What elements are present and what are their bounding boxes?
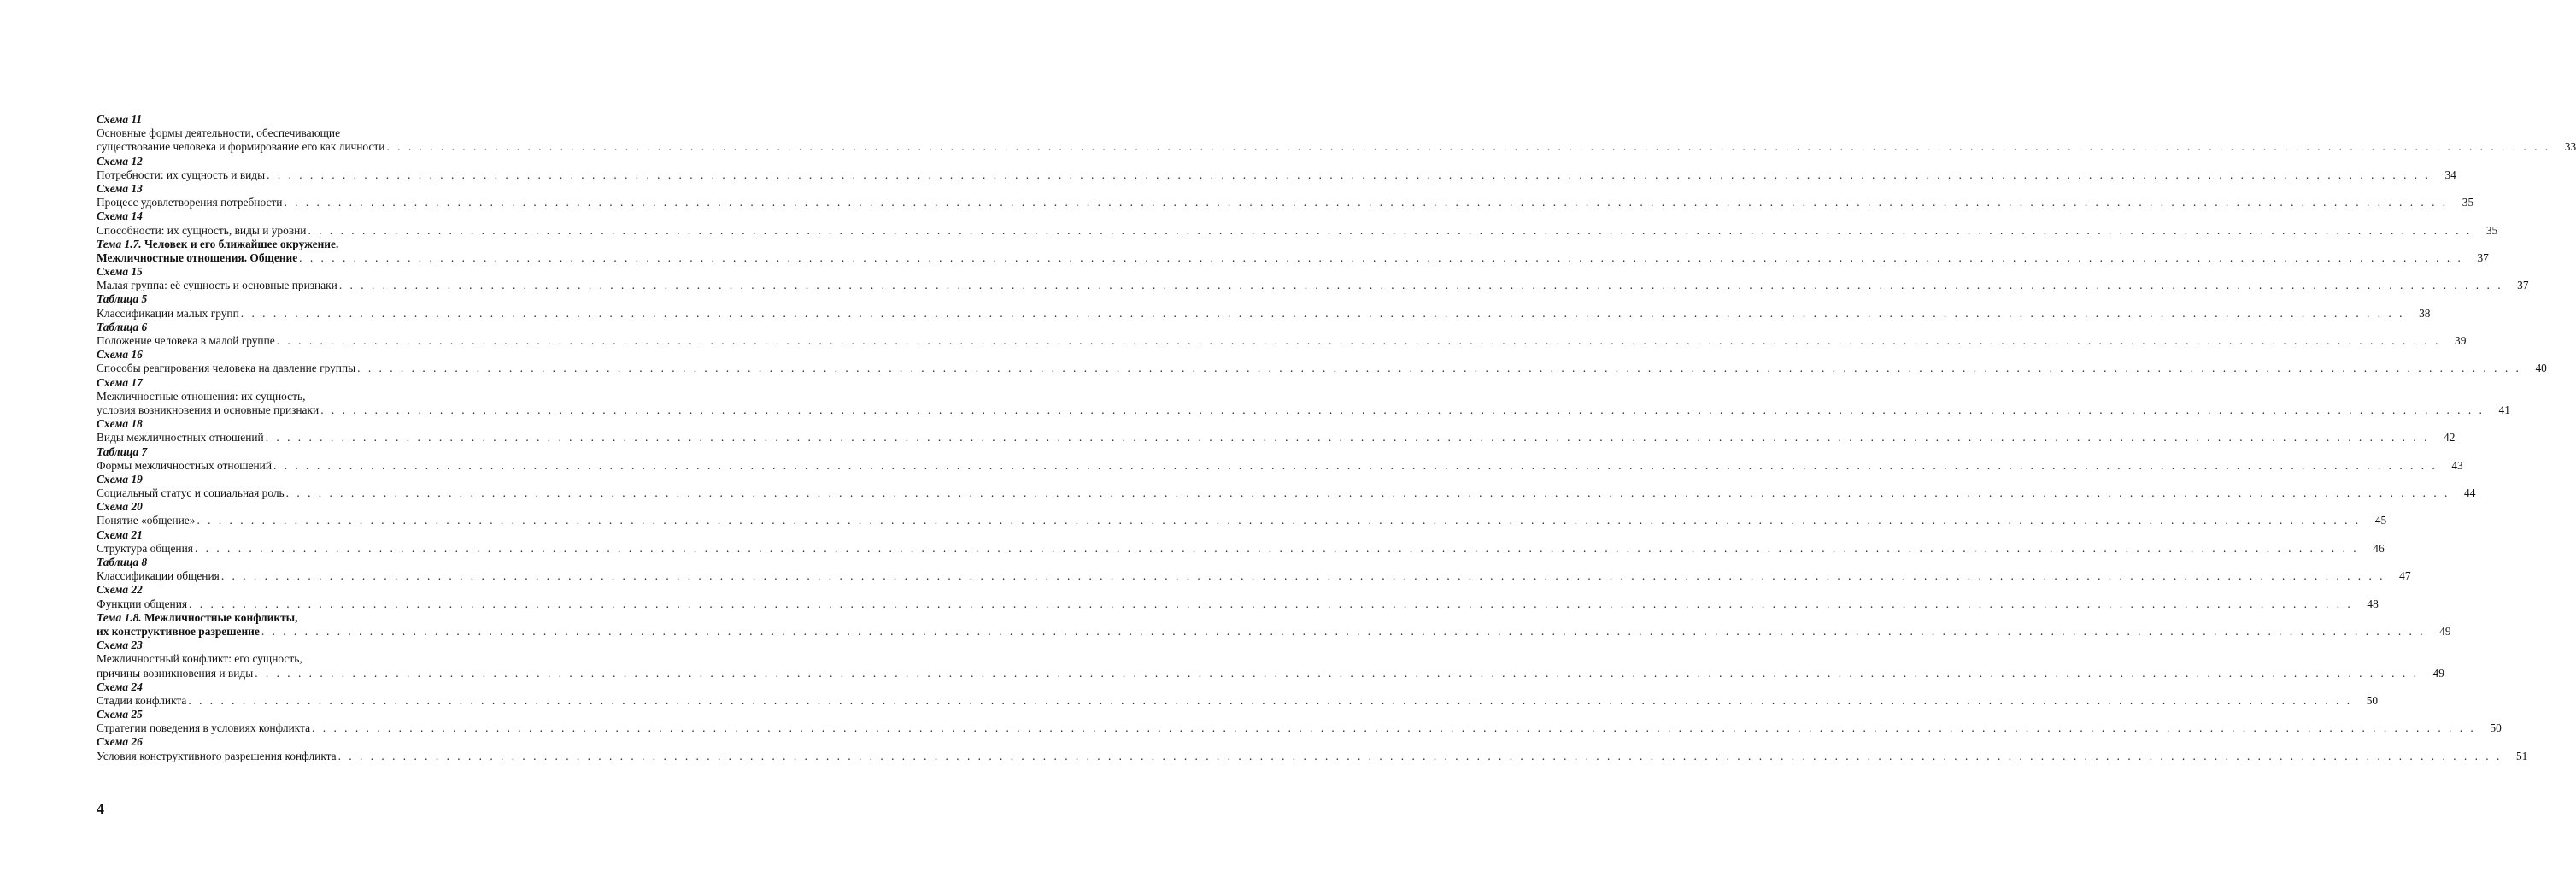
toc-entry[interactable]: [97, 666, 2444, 680]
toc-theme-heading: [97, 238, 500, 251]
toc-caption: [97, 265, 500, 279]
toc-entry[interactable]: [97, 693, 2379, 708]
entry-title: Структура общения: [97, 541, 193, 555]
dot-leader: . . . . . . . . . . . . . . . . . . . . . . . . . . . . . . . . . . . . . . . . . . . . . . . . . . . . . . . . . . . . . . . . . . . . . . . . . . . . . . . . . . . . . . . . . . . . . . . . . . . . . . . . . . . . . . . . . . . . . . . . . . . . . . . . . . . . . . . . . . . . . . . . . . . . . . . . . . . . . . . . . . . . . . . . . . . . . . . . . . . . . . . . . . . . . . . . . . . . . . . .: [220, 569, 2385, 583]
toc-caption: [97, 321, 500, 334]
entry-title: Способы реагирования человека на давление группы: [97, 362, 356, 375]
toc-entry[interactable]: [97, 279, 2529, 292]
dot-leader: . . . . . . . . . . . . . . . . . . . . . . . . . . . . . . . . . . . . . . . . . . . . . . . . . . . . . . . . . . . . . . . . . . . . . . . . . . . . . . . . . . . . . . . . . . . . . . . . . . . . . . . . . . . . . . . . . . . . . . . . . . . . . . . . . . . . . . . . . . . . . . . . . . . . . . . . . . . . . . . . . . . . . . . . . . . . . . . . . . . . . . . . . . . . . . . . . . . . . . . .: [357, 362, 2521, 375]
entry-title: причины возникновения и виды: [97, 666, 254, 680]
entry-title: Стадии конфликта: [97, 693, 187, 707]
caption-label: Схема 20: [97, 500, 143, 514]
toc-entry[interactable]: [97, 306, 2431, 321]
toc-caption: [97, 735, 500, 749]
entry-title: существование человека и формирование его как личности: [97, 140, 385, 154]
caption-label: Схема 21: [97, 527, 143, 541]
dot-leader: . . . . . . . . . . . . . . . . . . . . . . . . . . . . . . . . . . . . . . . . . . . . . . . . . . . . . . . . . . . . . . . . . . . . . . . . . . . . . . . . . . . . . . . . . . . . . . . . . . . . . . . . . . . . . . . . . . . . . . . . . . . . . . . . . . . . . . . . . . . . . . . . . . . . . . . . . . . . . . . . . . . . . . . . . . . . . . . . . . . . . . . . . . . . . . . . . . . . . . . .: [386, 140, 2551, 154]
caption-label: Схема 19: [97, 472, 143, 486]
caption-label: Схема 25: [97, 708, 143, 721]
toc-caption: [97, 708, 500, 721]
entry-title: Понятие «общение»: [97, 514, 196, 527]
dot-leader: . . . . . . . . . . . . . . . . . . . . . . . . . . . . . . . . . . . . . . . . . . . . . . . . . . . . . . . . . . . . . . . . . . . . . . . . . . . . . . . . . . . . . . . . . . . . . . . . . . . . . . . . . . . . . . . . . . . . . . . . . . . . . . . . . . . . . . . . . . . . . . . . . . . . . . . . . . . . . . . . . . . . . . . . . . . . . . . . . . . . . . . . . . . . . . . . . . . . . . . .: [255, 666, 2419, 680]
toc-entry[interactable]: [97, 514, 2387, 527]
dot-leader: . . . . . . . . . . . . . . . . . . . . . . . . . . . . . . . . . . . . . . . . . . . . . . . . . . . . . . . . . . . . . . . . . . . . . . . . . . . . . . . . . . . . . . . . . . . . . . . . . . . . . . . . . . . . . . . . . . . . . . . . . . . . . . . . . . . . . . . . . . . . . . . . . . . . . . . . . . . . . . . . . . . . . . . . . . . . . . . . . . . . . . . . . . . . . . . . . . . . . . . .: [337, 749, 2503, 762]
entry-title: Классификации общения: [97, 569, 220, 583]
caption-label: Схема 24: [97, 680, 143, 693]
toc-caption: [97, 473, 500, 486]
entry-page: 41: [2498, 403, 2510, 416]
entry-title: Потребности: их сущность и виды: [97, 168, 266, 181]
entry-page: 50: [2366, 693, 2379, 707]
toc-entry[interactable]: [97, 597, 2379, 611]
caption-label: Схема 18: [97, 417, 143, 431]
entry-page: 50: [2490, 721, 2502, 735]
toc-entry[interactable]: [97, 458, 2463, 473]
toc-entry[interactable]: [97, 541, 2385, 556]
toc-caption: [97, 155, 500, 168]
dot-leader: . . . . . . . . . . . . . . . . . . . . . . . . . . . . . . . . . . . . . . . . . . . . . . . . . . . . . . . . . . . . . . . . . . . . . . . . . . . . . . . . . . . . . . . . . . . . . . . . . . . . . . . . . . . . . . . . . . . . . . . . . . . . . . . . . . . . . . . . . . . . . . . . . . . . . . . . . . . . . . . . . . . . . . . . . . . . . . . . . . . . . . . . . . . . . . . . . . . . . . . .: [308, 223, 2473, 237]
table-of-contents: [97, 113, 2576, 763]
entry-page: 46: [2373, 541, 2385, 555]
page-number: 4: [97, 800, 104, 817]
caption-label: Таблица 8: [97, 556, 148, 568]
entry-page: 35: [2485, 223, 2498, 237]
entry-title: Основные формы деятельности, обеспечивающие: [97, 127, 341, 140]
toc-entry[interactable]: [97, 431, 2456, 444]
dot-leader: . . . . . . . . . . . . . . . . . . . . . . . . . . . . . . . . . . . . . . . . . . . . . . . . . . . . . . . . . . . . . . . . . . . . . . . . . . . . . . . . . . . . . . . . . . . . . . . . . . . . . . . . . . . . . . . . . . . . . . . . . . . . . . . . . . . . . . . . . . . . . . . . . . . . . . . . . . . . . . . . . . . . . . . . . . . . . . . . . . . . . . . . . . . . . . . . . . . . . . . .: [197, 514, 2362, 527]
dot-leader: . . . . . . . . . . . . . . . . . . . . . . . . . . . . . . . . . . . . . . . . . . . . . . . . . . . . . . . . . . . . . . . . . . . . . . . . . . . . . . . . . . . . . . . . . . . . . . . . . . . . . . . . . . . . . . . . . . . . . . . . . . . . . . . . . . . . . . . . . . . . . . . . . . . . . . . . . . . . . . . . . . . . . . . . . . . . . . . . . . . . . . . . . . . . . . . . . . . . . . . .: [299, 250, 2463, 264]
caption-label: Схема 22: [97, 583, 143, 597]
toc-entry[interactable]: [97, 721, 2502, 735]
dot-leader: . . . . . . . . . . . . . . . . . . . . . . . . . . . . . . . . . . . . . . . . . . . . . . . . . . . . . . . . . . . . . . . . . . . . . . . . . . . . . . . . . . . . . . . . . . . . . . . . . . . . . . . . . . . . . . . . . . . . . . . . . . . . . . . . . . . . . . . . . . . . . . . . . . . . . . . . . . . . . . . . . . . . . . . . . . . . . . . . . . . . . . . . . . . . . . . . . . . . . . . .: [320, 403, 2485, 416]
toc-entry[interactable]: [97, 403, 2510, 417]
toc-entry[interactable]: [97, 250, 2489, 265]
toc-entry[interactable]: [97, 362, 2547, 375]
toc-theme-heading: [97, 611, 500, 625]
entry-page: 37: [2477, 250, 2489, 264]
toc-caption: [97, 376, 500, 390]
entry-title: Формы межличностных отношений: [97, 458, 273, 472]
caption-label: Схема 13: [97, 181, 143, 195]
entry-title: их конструктивное разрешение: [97, 624, 260, 638]
entry-page: 39: [2455, 334, 2467, 347]
entry-page: 37: [2517, 279, 2529, 292]
entry-page: 42: [2444, 431, 2456, 444]
entry-page: 47: [2399, 569, 2411, 583]
toc-line: [97, 652, 500, 666]
entry-title: Виды межличностных отношений: [97, 431, 264, 444]
theme-title: Человек и его ближайшее окружение.: [144, 237, 339, 250]
toc-caption: [97, 348, 500, 362]
toc-caption: [97, 182, 500, 196]
theme-label: Тема 1.8.: [97, 610, 142, 624]
entry-page: 33: [2564, 140, 2576, 154]
toc-entry[interactable]: [97, 486, 2476, 500]
caption-label: Таблица 6: [97, 320, 148, 333]
dot-leader: . . . . . . . . . . . . . . . . . . . . . . . . . . . . . . . . . . . . . . . . . . . . . . . . . . . . . . . . . . . . . . . . . . . . . . . . . . . . . . . . . . . . . . . . . . . . . . . . . . . . . . . . . . . . . . . . . . . . . . . . . . . . . . . . . . . . . . . . . . . . . . . . . . . . . . . . . . . . . . . . . . . . . . . . . . . . . . . . . . . . . . . . . . . . . . . . . . . . . . . .: [273, 458, 2438, 472]
entry-page: 34: [2444, 168, 2456, 181]
dot-leader: . . . . . . . . . . . . . . . . . . . . . . . . . . . . . . . . . . . . . . . . . . . . . . . . . . . . . . . . . . . . . . . . . . . . . . . . . . . . . . . . . . . . . . . . . . . . . . . . . . . . . . . . . . . . . . . . . . . . . . . . . . . . . . . . . . . . . . . . . . . . . . . . . . . . . . . . . . . . . . . . . . . . . . . . . . . . . . . . . . . . . . . . . . . . . . . . . . . . . . . .: [312, 721, 2476, 735]
entry-title: Классификации малых групп: [97, 306, 239, 320]
toc-entry[interactable]: [97, 196, 2474, 209]
caption-label: Таблица 5: [97, 292, 148, 306]
toc-entry[interactable]: [97, 749, 2528, 763]
toc-caption: [97, 556, 500, 569]
caption-label: Схема 12: [97, 154, 143, 168]
dot-leader: . . . . . . . . . . . . . . . . . . . . . . . . . . . . . . . . . . . . . . . . . . . . . . . . . . . . . . . . . . . . . . . . . . . . . . . . . . . . . . . . . . . . . . . . . . . . . . . . . . . . . . . . . . . . . . . . . . . . . . . . . . . . . . . . . . . . . . . . . . . . . . . . . . . . . . . . . . . . . . . . . . . . . . . . . . . . . . . . . . . . . . . . . . . . . . . . . . . . . . . .: [240, 306, 2405, 320]
entry-page: 40: [2535, 362, 2547, 375]
toc-caption: [97, 639, 500, 652]
entry-page: 49: [2439, 624, 2451, 638]
entry-page: 45: [2374, 514, 2387, 527]
caption-label: Схема 23: [97, 639, 143, 652]
entry-title: Положение человека в малой группе: [97, 334, 275, 347]
toc-entry[interactable]: [97, 140, 2576, 154]
dot-leader: . . . . . . . . . . . . . . . . . . . . . . . . . . . . . . . . . . . . . . . . . . . . . . . . . . . . . . . . . . . . . . . . . . . . . . . . . . . . . . . . . . . . . . . . . . . . . . . . . . . . . . . . . . . . . . . . . . . . . . . . . . . . . . . . . . . . . . . . . . . . . . . . . . . . . . . . . . . . . . . . . . . . . . . . . . . . . . . . . . . . . . . . . . . . . . . . . . . . . . . .: [284, 196, 2449, 209]
caption-label: Схема 14: [97, 209, 143, 223]
theme-label: Тема 1.7.: [97, 237, 142, 250]
toc-entry[interactable]: [97, 223, 2498, 238]
entry-title: условия возникновения и основные признаки: [97, 403, 320, 416]
dot-leader: . . . . . . . . . . . . . . . . . . . . . . . . . . . . . . . . . . . . . . . . . . . . . . . . . . . . . . . . . . . . . . . . . . . . . . . . . . . . . . . . . . . . . . . . . . . . . . . . . . . . . . . . . . . . . . . . . . . . . . . . . . . . . . . . . . . . . . . . . . . . . . . . . . . . . . . . . . . . . . . . . . . . . . . . . . . . . . . . . . . . . . . . . . . . . . . . . . . . . . . .: [267, 168, 2431, 181]
toc-caption: [97, 680, 500, 694]
dot-leader: . . . . . . . . . . . . . . . . . . . . . . . . . . . . . . . . . . . . . . . . . . . . . . . . . . . . . . . . . . . . . . . . . . . . . . . . . . . . . . . . . . . . . . . . . . . . . . . . . . . . . . . . . . . . . . . . . . . . . . . . . . . . . . . . . . . . . . . . . . . . . . . . . . . . . . . . . . . . . . . . . . . . . . . . . . . . . . . . . . . . . . . . . . . . . . . . . . . . . . . .: [276, 334, 2441, 347]
toc-caption: [97, 113, 500, 127]
entry-title: Процесс удовлетворения потребности: [97, 196, 283, 209]
dot-leader: . . . . . . . . . . . . . . . . . . . . . . . . . . . . . . . . . . . . . . . . . . . . . . . . . . . . . . . . . . . . . . . . . . . . . . . . . . . . . . . . . . . . . . . . . . . . . . . . . . . . . . . . . . . . . . . . . . . . . . . . . . . . . . . . . . . . . . . . . . . . . . . . . . . . . . . . . . . . . . . . . . . . . . . . . . . . . . . . . . . . . . . . . . . . . . . . . . . . . . . .: [194, 541, 2359, 555]
dot-leader: . . . . . . . . . . . . . . . . . . . . . . . . . . . . . . . . . . . . . . . . . . . . . . . . . . . . . . . . . . . . . . . . . . . . . . . . . . . . . . . . . . . . . . . . . . . . . . . . . . . . . . . . . . . . . . . . . . . . . . . . . . . . . . . . . . . . . . . . . . . . . . . . . . . . . . . . . . . . . . . . . . . . . . . . . . . . . . . . . . . . . . . . . . . . . . . . . . . . . . . .: [189, 597, 2353, 610]
toc-caption: [97, 292, 500, 306]
toc-caption: [97, 417, 500, 431]
entry-page: 43: [2451, 458, 2463, 472]
entry-title: Условия конструктивного разрешения конфликта: [97, 749, 337, 762]
dot-leader: . . . . . . . . . . . . . . . . . . . . . . . . . . . . . . . . . . . . . . . . . . . . . . . . . . . . . . . . . . . . . . . . . . . . . . . . . . . . . . . . . . . . . . . . . . . . . . . . . . . . . . . . . . . . . . . . . . . . . . . . . . . . . . . . . . . . . . . . . . . . . . . . . . . . . . . . . . . . . . . . . . . . . . . . . . . . . . . . . . . . . . . . . . . . . . . . . . . . . . . .: [338, 279, 2503, 292]
entry-title: Межличностные отношения: их сущность,: [97, 389, 306, 403]
toc-caption: [97, 583, 500, 597]
dot-leader: . . . . . . . . . . . . . . . . . . . . . . . . . . . . . . . . . . . . . . . . . . . . . . . . . . . . . . . . . . . . . . . . . . . . . . . . . . . . . . . . . . . . . . . . . . . . . . . . . . . . . . . . . . . . . . . . . . . . . . . . . . . . . . . . . . . . . . . . . . . . . . . . . . . . . . . . . . . . . . . . . . . . . . . . . . . . . . . . . . . . . . . . . . . . . . . . . . . . . . . .: [265, 431, 2430, 444]
entry-title: Функции общения: [97, 597, 188, 610]
entry-page: 51: [2515, 749, 2528, 762]
toc-entry[interactable]: [97, 624, 2451, 639]
toc-caption: [97, 209, 500, 223]
entry-title: Стратегии поведения в условиях конфликта: [97, 721, 311, 735]
caption-label: Схема 26: [97, 735, 143, 749]
toc-line: [97, 127, 500, 140]
entry-title: Межличностный конфликт: его сущность,: [97, 652, 302, 666]
entry-page: 49: [2432, 666, 2444, 680]
entry-page: 44: [2464, 486, 2476, 500]
entry-page: 38: [2419, 306, 2431, 320]
caption-label: Схема 16: [97, 348, 143, 362]
toc-caption: [97, 500, 500, 514]
caption-label: Схема 11: [97, 113, 143, 126]
dot-leader: . . . . . . . . . . . . . . . . . . . . . . . . . . . . . . . . . . . . . . . . . . . . . . . . . . . . . . . . . . . . . . . . . . . . . . . . . . . . . . . . . . . . . . . . . . . . . . . . . . . . . . . . . . . . . . . . . . . . . . . . . . . . . . . . . . . . . . . . . . . . . . . . . . . . . . . . . . . . . . . . . . . . . . . . . . . . . . . . . . . . . . . . . . . . . . . . . . . . . . . .: [285, 486, 2450, 500]
theme-title: Межличностные конфликты,: [144, 610, 298, 624]
dot-leader: . . . . . . . . . . . . . . . . . . . . . . . . . . . . . . . . . . . . . . . . . . . . . . . . . . . . . . . . . . . . . . . . . . . . . . . . . . . . . . . . . . . . . . . . . . . . . . . . . . . . . . . . . . . . . . . . . . . . . . . . . . . . . . . . . . . . . . . . . . . . . . . . . . . . . . . . . . . . . . . . . . . . . . . . . . . . . . . . . . . . . . . . . . . . . . . . . . . . . . . .: [188, 693, 2353, 707]
toc-caption: [97, 528, 500, 542]
toc-entry[interactable]: [97, 334, 2467, 348]
caption-label: Схема 15: [97, 265, 143, 279]
toc-caption: [97, 445, 500, 459]
caption-label: Таблица 7: [97, 444, 148, 458]
entry-title: Социальный статус и социальная роль: [97, 486, 285, 500]
entry-title: Межличностные отношения. Общение: [97, 250, 298, 264]
caption-label: Схема 17: [97, 375, 143, 389]
entry-title: Способности: их сущность, виды и уровни: [97, 223, 307, 237]
toc-line: [97, 390, 500, 403]
entry-page: 35: [2462, 196, 2474, 209]
entry-page: 48: [2367, 597, 2379, 610]
toc-entry[interactable]: [97, 569, 2411, 583]
toc-entry[interactable]: [97, 168, 2456, 182]
entry-title: Малая группа: её сущность и основные признаки: [97, 279, 337, 292]
dot-leader: . . . . . . . . . . . . . . . . . . . . . . . . . . . . . . . . . . . . . . . . . . . . . . . . . . . . . . . . . . . . . . . . . . . . . . . . . . . . . . . . . . . . . . . . . . . . . . . . . . . . . . . . . . . . . . . . . . . . . . . . . . . . . . . . . . . . . . . . . . . . . . . . . . . . . . . . . . . . . . . . . . . . . . . . . . . . . . . . . . . . . . . . . . . . . . . . . . . . . . . .: [261, 624, 2426, 638]
